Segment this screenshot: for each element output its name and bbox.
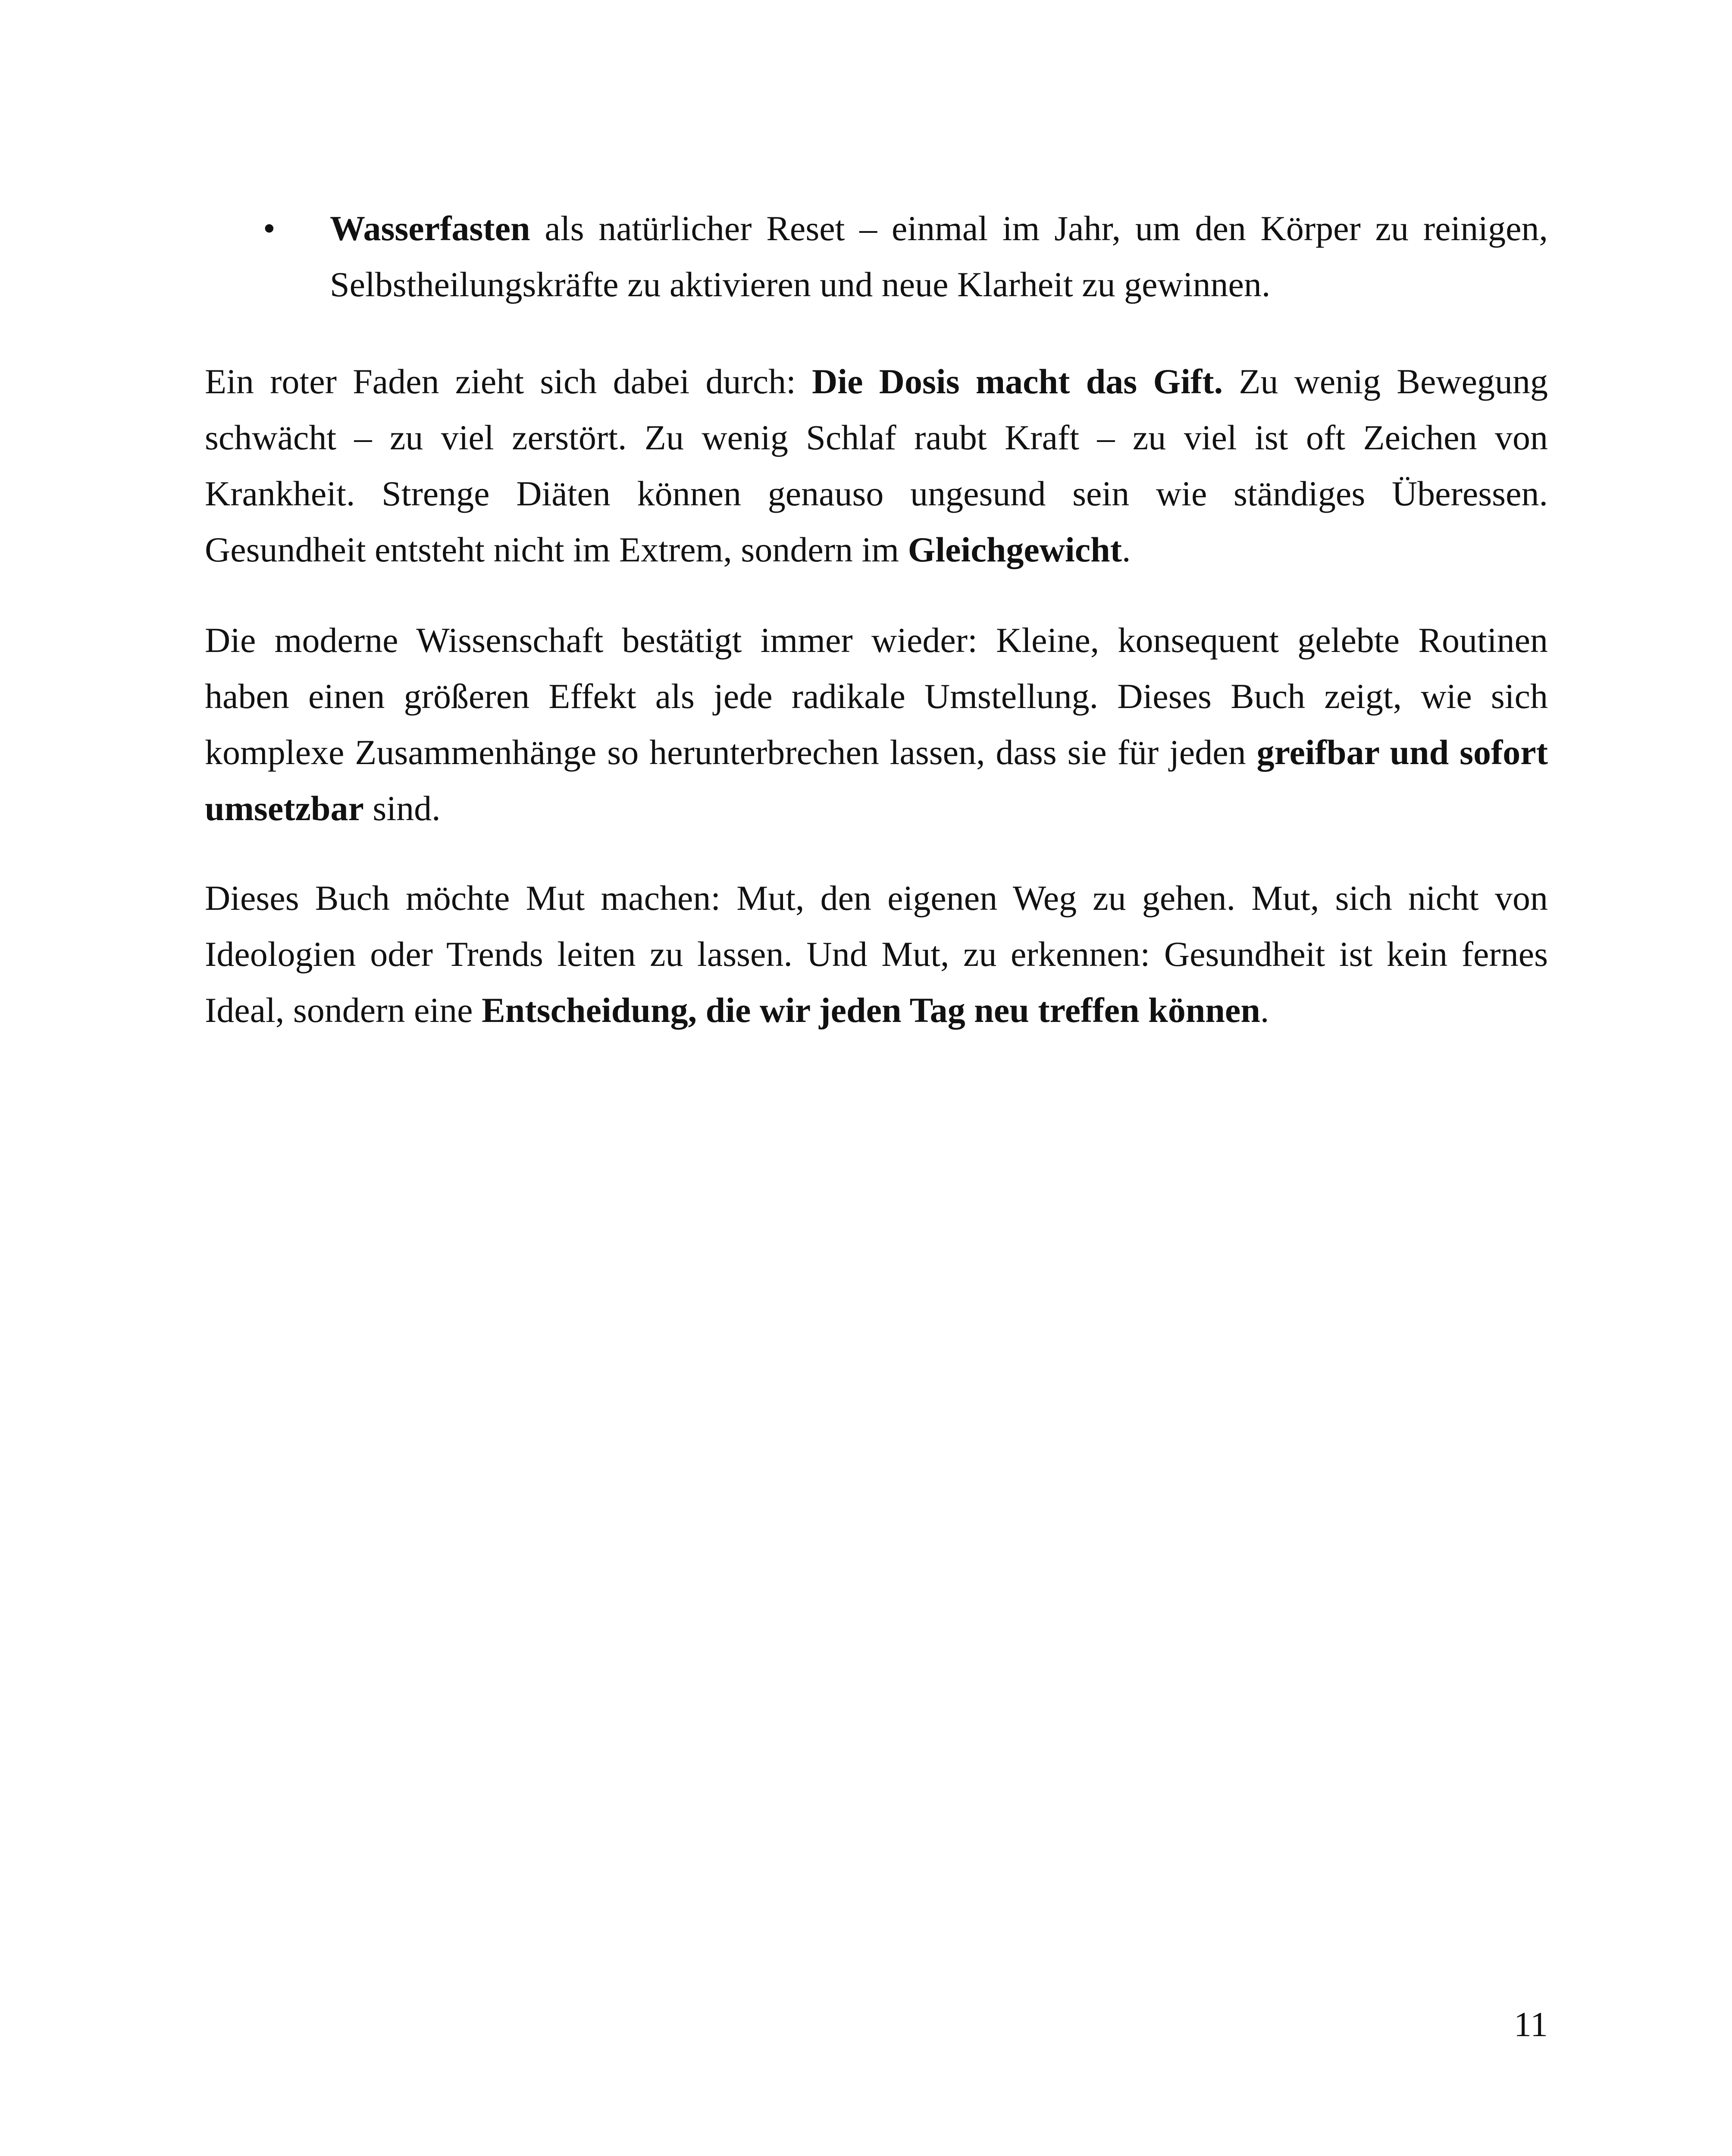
bullet-text: [330, 201, 1548, 313]
paragraph-3-text: Dieses Buch möchte Mut machen: Mut, den eigenen Weg zu gehen. Mut, sich nicht von Ideologien oder Trends leiten zu lassen. Und Mut, zu erkennen: Gesundheit ist kein fernes Ideal, sondern eine: [205, 878, 1548, 1030]
paragraph-3-bold: Entscheidung, die wir jeden Tag neu treffen können: [482, 990, 1260, 1030]
paragraph-1-text: Ein roter Faden zieht sich dabei durch:: [205, 362, 812, 401]
paragraph-2-text: Die moderne Wissenschaft bestätigt immer wieder: Kleine, konsequent gelebte Routinen haben einen größeren Effekt als jede radikale Umstellung. Dieses Buch zeigt, wie sich komplexe Zusammenhänge so herunterbrechen lassen, dass sie für jeden: [205, 620, 1548, 772]
paragraph-3: [205, 870, 1548, 1038]
bullet-body: als natürlicher Reset – einmal im Jahr, um den Körper zu reinigen, Selbstheilungskräfte zu aktivieren und neue Klarheit zu gewinnen.: [330, 209, 1548, 304]
page-number: 11: [1514, 2005, 1548, 2044]
paragraph-2-bold: greifbar und sofort umsetzbar: [205, 733, 1548, 828]
paragraph-1: [205, 354, 1548, 578]
paragraph-1-bold-dosis: Die Dosis macht das Gift.: [812, 362, 1223, 401]
paragraph-2: [205, 612, 1548, 837]
bullet-bold-term: Wasserfasten: [330, 209, 530, 248]
bullet-icon: •: [263, 209, 276, 248]
paragraph-1-text-3: .: [1122, 530, 1131, 569]
paragraph-2-text-2: sind.: [363, 789, 441, 828]
paragraph-1-text-2: Zu wenig Bewegung schwächt – zu viel zerstört. Zu wenig Schlaf raubt Kraft – zu viel ist oft Zeichen von Krankheit. Strenge Diäten können genauso ungesund sein wie ständiges Überessen. Gesundheit entsteht nicht im Extrem, sondern im: [205, 362, 1548, 569]
paragraph-1-bold-gleichgewicht: Gleichgewicht: [908, 530, 1122, 569]
paragraph-3-text-2: .: [1260, 990, 1269, 1030]
